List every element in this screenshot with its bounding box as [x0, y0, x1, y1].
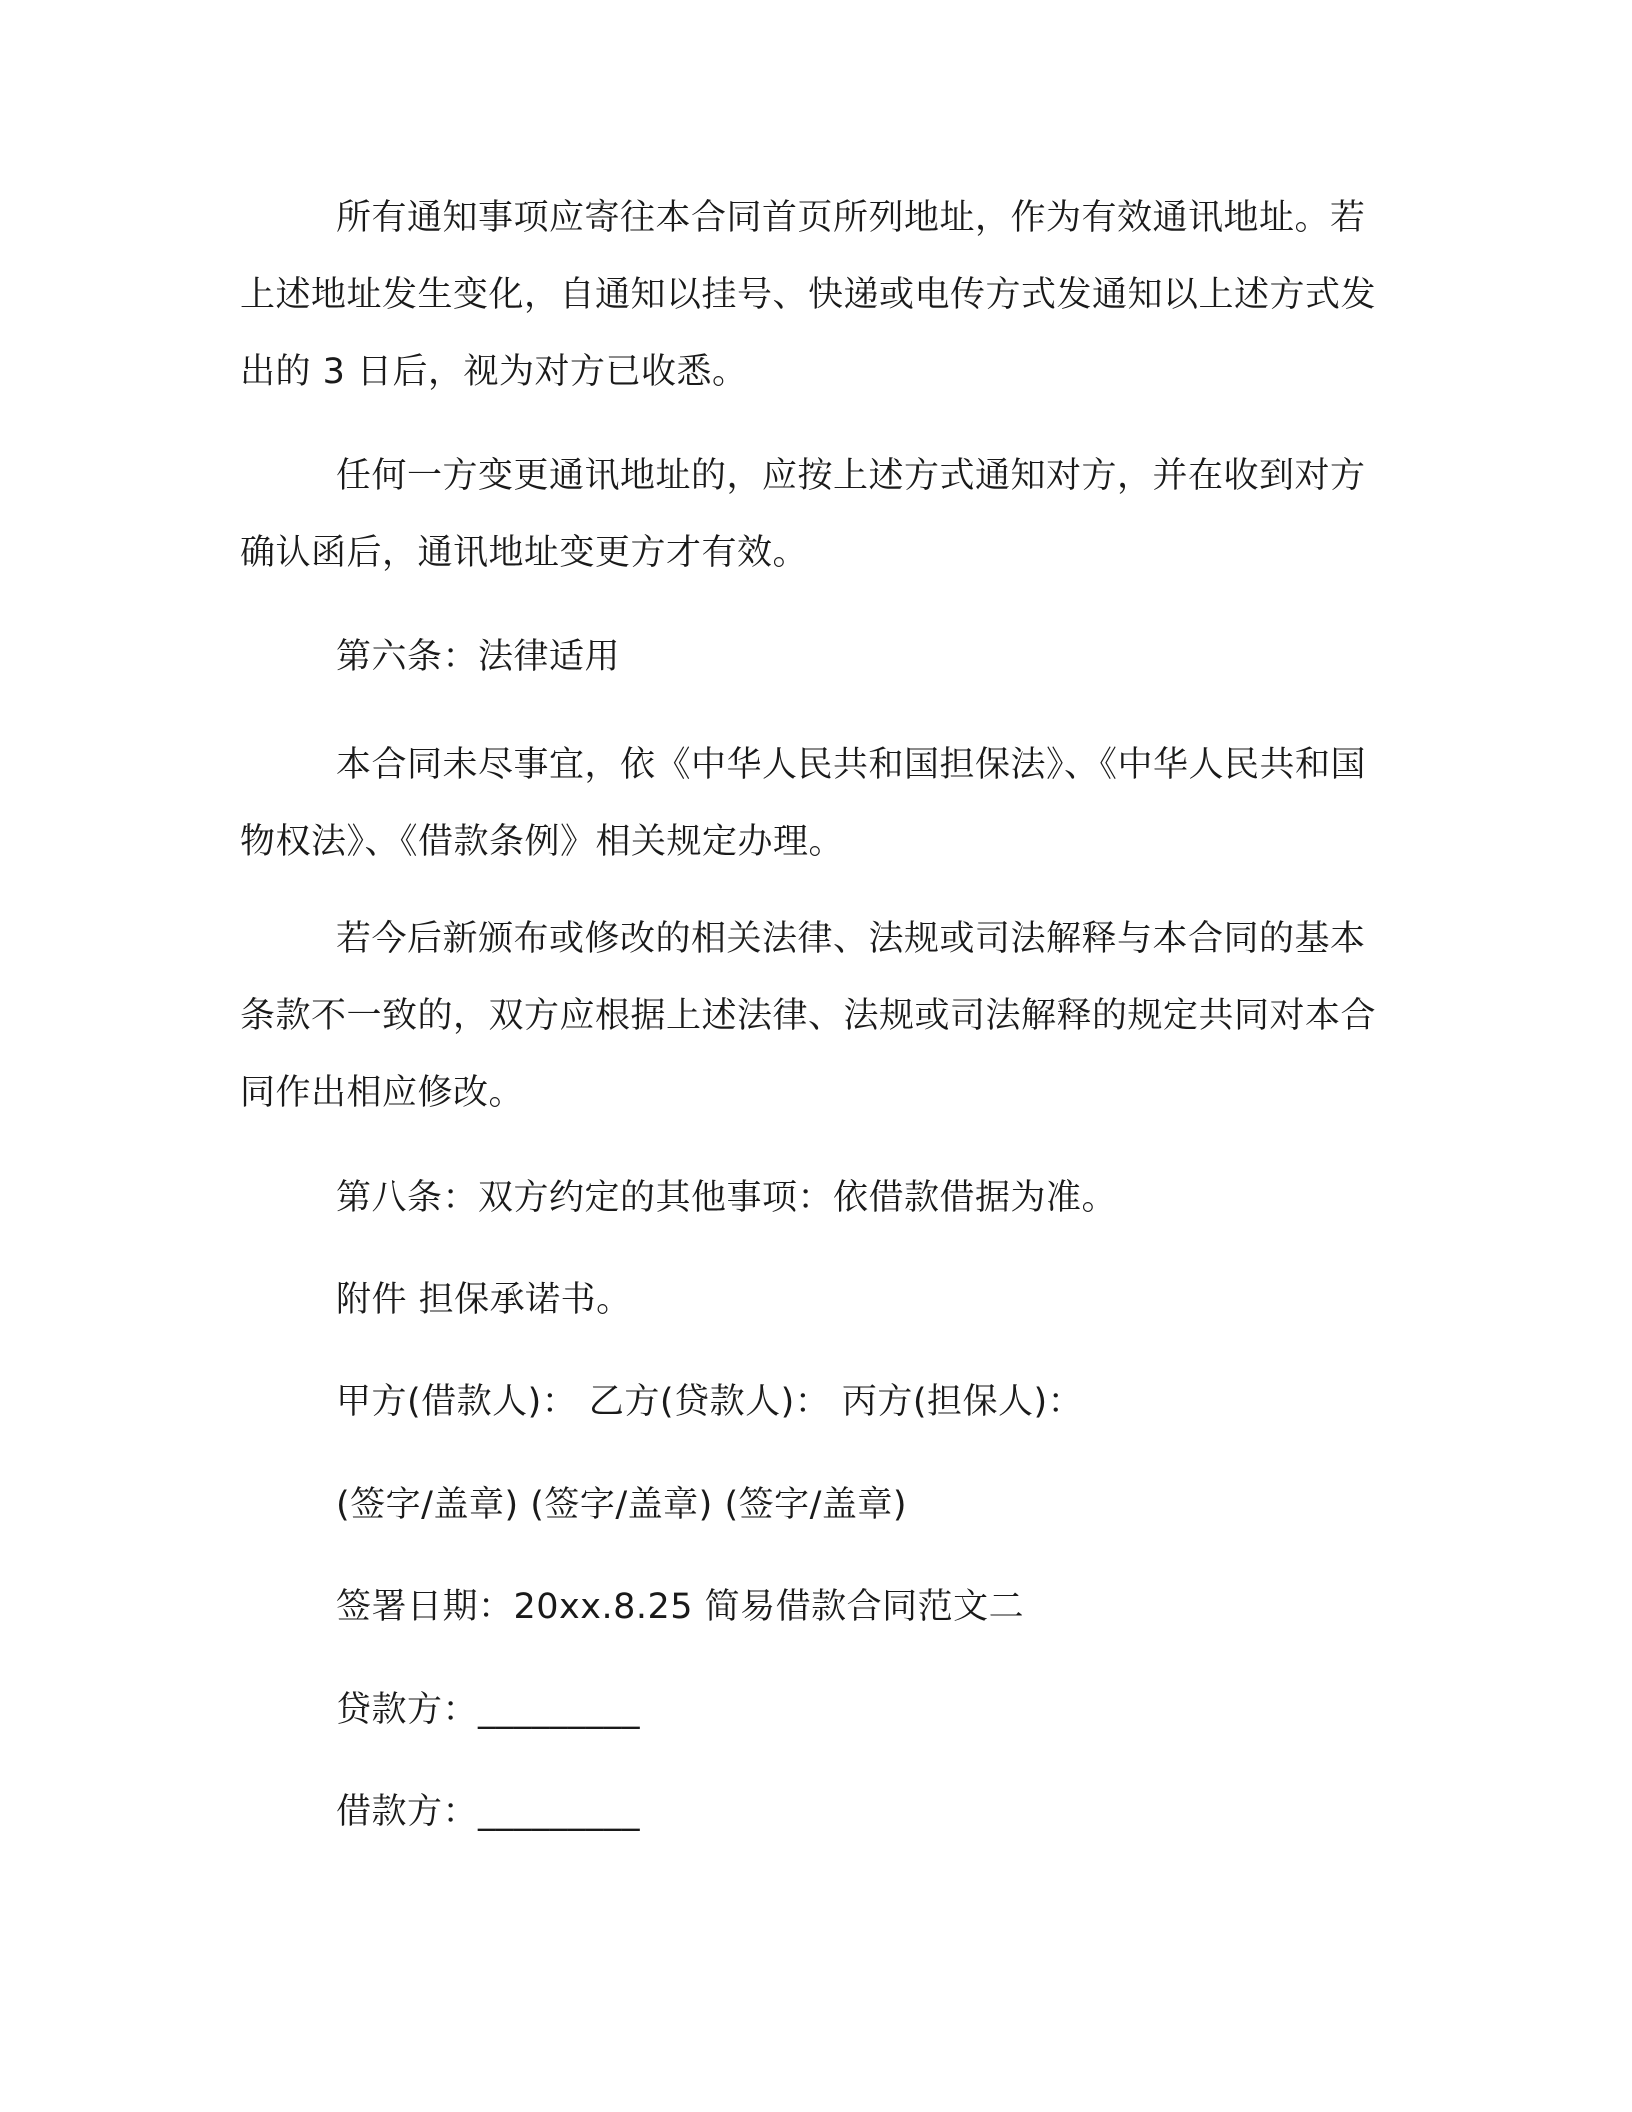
attachment-line: 附件 担保承诺书。: [336, 1280, 632, 1320]
paragraph-law-amendment: 若今后新颁布或修改的相关法律、法规或司法解释与本合同的基本条款不一致的，双方应根据上述法律、法规或司法解释的规定共同对本合同作出相应修改。: [240, 919, 1377, 1113]
signing-date-line: 签署日期：20xx.8.25 简易借款合同范文二: [336, 1587, 1025, 1627]
paragraph-notice-address: 所有通知事项应寄往本合同首页所列地址，作为有效通讯地址。若上述地址发生变化，自通知以挂号、快递或电传方式发通知以上述方式发出的 3 日后，视为对方已收悉。: [240, 198, 1377, 392]
article-six-heading: 第六条：法律适用: [336, 637, 621, 677]
article-eight: 第八条：双方约定的其他事项：依借款借据为准。: [336, 1178, 1118, 1218]
signature-line: (签字/盖章) (签字/盖章) (签字/盖章): [336, 1485, 908, 1525]
paragraph-address-change: 任何一方变更通讯地址的，应按上述方式通知对方，并在收到对方确认函后，通讯地址变更方才有效。: [240, 456, 1366, 573]
paragraph-applicable-law: 本合同未尽事宜，依《中华人民共和国担保法》、《中华人民共和国物权法》、《借款条例》相关规定办理。: [240, 745, 1367, 862]
borrower-line: 借款方：_________: [336, 1792, 641, 1832]
parties-line: 甲方(借款人)： 乙方(贷款人)： 丙方(担保人)：: [336, 1382, 1084, 1422]
lender-line: 贷款方：_________: [336, 1690, 641, 1730]
